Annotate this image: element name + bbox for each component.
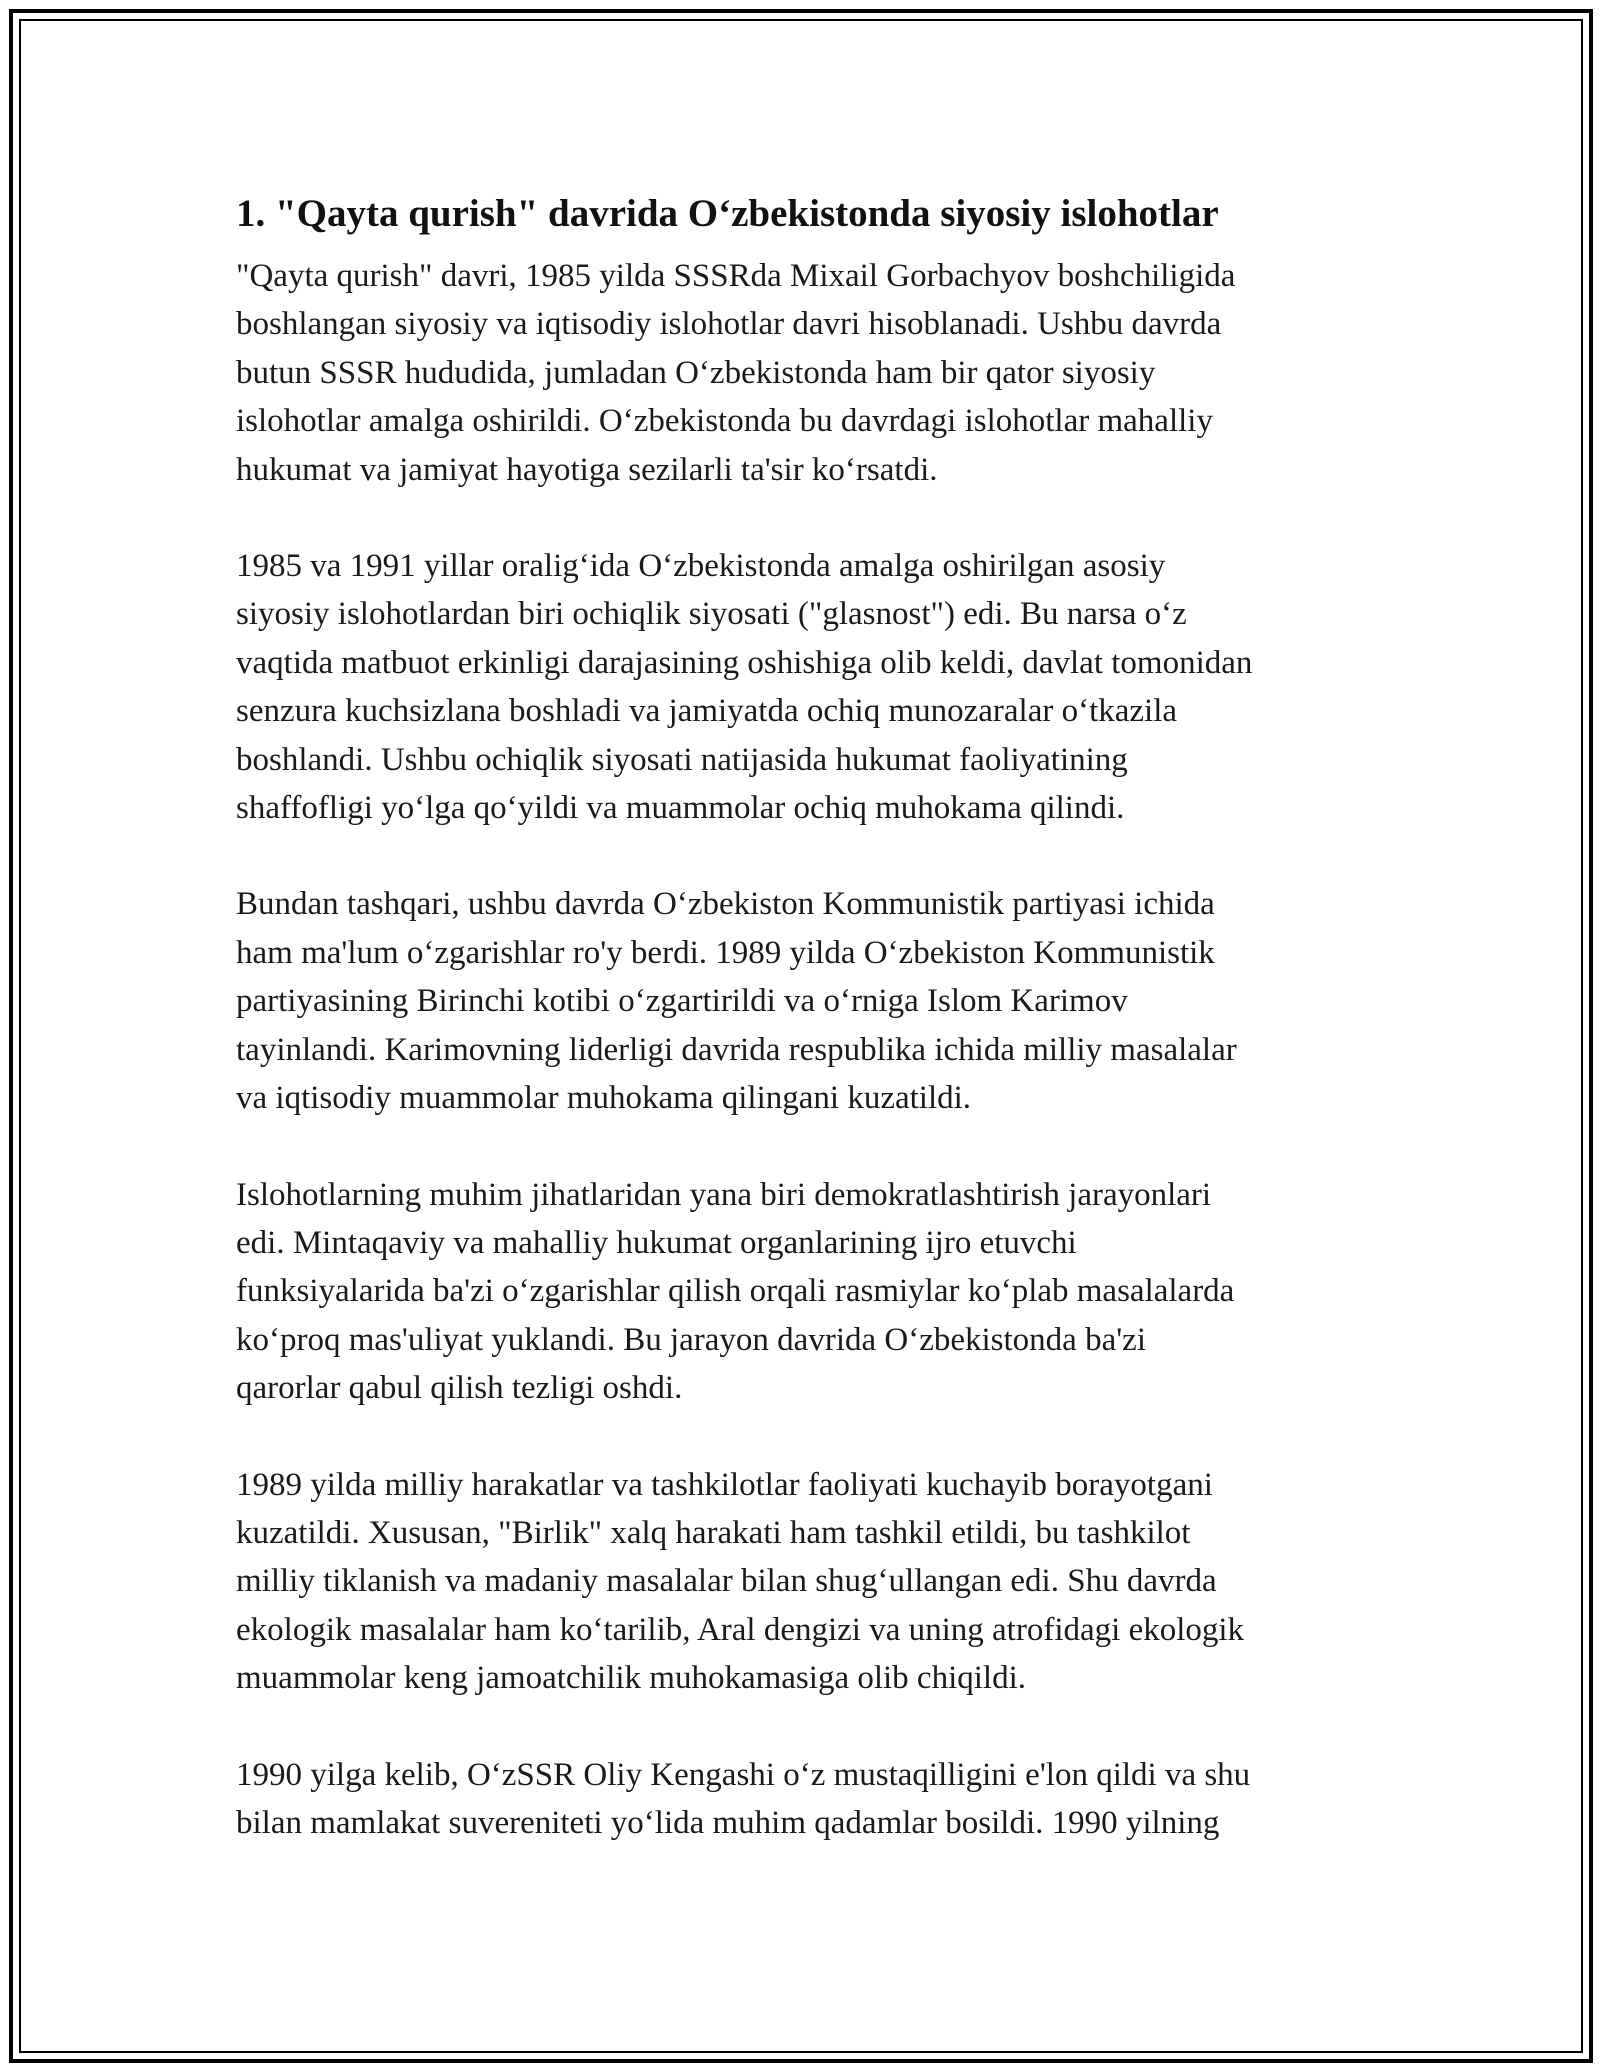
paragraph-line: ekologik masalalar ham ko‘tarilib, Aral dengizi va uning atrofidagi ekologik [236,1611,1245,1648]
document-page [236,186,1406,1895]
paragraph-line: tayinlandi. Karimovning liderligi davrida respublika ichida milliy masalalar [236,1031,1237,1068]
paragraph-line: boshlangan siyosiy va iqtisodiy islohotlar davri hisoblanadi. Ushbu davrda [236,306,1222,343]
paragraph-line: Bundan tashqari, ushbu davrda O‘zbekiston Kommunistik partiyasi ichida [236,886,1215,923]
paragraph-2 [236,542,1406,832]
paragraph-1 [236,252,1406,494]
paragraph-line: milliy tiklanish va madaniy masalalar bilan shug‘ullangan edi. Shu davrda [236,1563,1217,1600]
paragraph-line: vaqtida matbuot erkinligi darajasining oshishiga olib keldi, davlat tomonidan [236,644,1253,681]
paragraph-line: siyosiy islohotlardan biri ochiqlik siyosati ("glasnost") edi. Bu narsa o‘z [236,596,1187,633]
paragraph-line: "Qayta qurish" davri, 1985 yilda SSSRda Mixail Gorbachyov boshchiligida [236,258,1236,294]
paragraph-line: senzura kuchsizlana boshladi va jamiyatda ochiq munozaralar o‘tkazila [236,693,1178,730]
section-heading: 1. "Qayta qurish" davrida O‘zbekistonda siyosiy islohotlar [236,192,1219,235]
paragraph-6 [236,1751,1406,1848]
paragraph-line: hukumat va jamiyat hayotiga sezilarli ta'sir ko‘rsatdi. [236,451,938,488]
paragraph-line: 1989 yilda milliy harakatlar va tashkilotlar faoliyati kuchayib borayotgani [236,1466,1213,1503]
paragraph-line: qarorlar qabul qilish tezligi oshdi. [236,1370,683,1407]
paragraph-line: islohotlar amalga oshirildi. O‘zbekistonda bu davrdagi islohotlar mahalliy [236,403,1213,440]
paragraph-line: muammolar keng jamoatchilik muhokamasiga olib chiqildi. [236,1660,1027,1697]
paragraph-line: edi. Mintaqaviy va mahalliy hukumat organlarining ijro etuvchi [236,1224,1077,1261]
paragraph-line: va iqtisodiy muammolar muhokama qilingani kuzatildi. [236,1080,972,1117]
paragraph-line: butun SSSR hududida, jumladan O‘zbekistonda ham bir qator siyosiy [236,354,1156,391]
paragraph-3 [236,880,1406,1122]
paragraph-line: ko‘proq mas'uliyat yuklandi. Bu jarayon davrida O‘zbekistonda ba'zi [236,1321,1146,1358]
paragraph-line: 1990 yilga kelib, O‘zSSR Oliy Kengashi o‘z mustaqilligini e'lon qildi va shu [236,1756,1251,1793]
paragraph-line: partiyasining Birinchi kotibi o‘zgartirildi va o‘rniga Islom Karimov [236,983,1128,1020]
paragraph-line: ham ma'lum o‘zgarishlar ro'y berdi. 1989 yilda O‘zbekiston Kommunistik [236,934,1215,971]
paragraph-line: Islohotlarning muhim jihatlaridan yana biri demokratlashtirish jarayonlari [236,1176,1212,1213]
paragraph-line: shaffofligi yo‘lga qo‘yildi va muammolar ochiq muhokama qilindi. [236,790,1125,827]
paragraph-line: boshlandi. Ushbu ochiqlik siyosati natijasida hukumat faoliyatining [236,741,1128,778]
paragraph-4 [236,1171,1406,1413]
paragraph-5 [236,1461,1406,1703]
paragraph-line: 1985 va 1991 yillar oralig‘ida O‘zbekistonda amalga oshirilgan asosiy [236,548,1166,585]
paragraph-line: bilan mamlakat suvereniteti yo‘lida muhim qadamlar bosildi. 1990 yilning [236,1804,1220,1841]
paragraph-line: kuzatildi. Xususan, "Birlik" xalq harakati ham tashkil etildi, bu tashkilot [236,1514,1191,1551]
paragraph-line: funksiyalarida ba'zi o‘zgarishlar qilish orqali rasmiylar ko‘plab masalalarda [236,1273,1235,1310]
